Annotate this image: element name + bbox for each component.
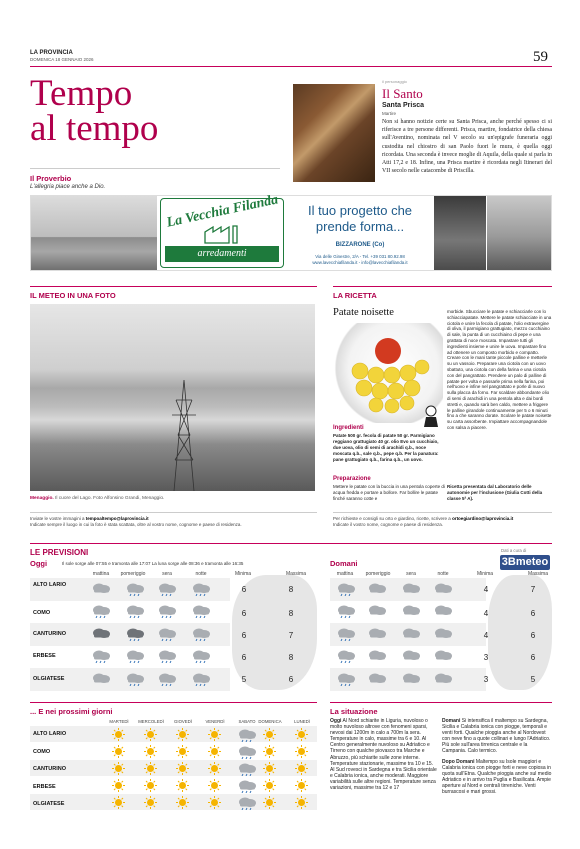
publication-name: LA PROVINCIA bbox=[30, 50, 73, 56]
oggi-max: 6 bbox=[288, 675, 294, 684]
cloud-icon bbox=[91, 672, 111, 686]
santo-body: Non si hanno notizie certe su Santa Prisca, anche perché spesso ci si riferisce a tre persone differenti. Prisca, martire, fondatrice della chiesa sull'Aventino, nominata nel V secolo su un'epigrafe funeraria oggi custodita nel chiostro di san Paolo fuori le mura, è quella oggi ricordata. Una seconda è invece moglie di Aquila, della quale si parla in Atti 17,2 e 18. Infine, una Prisca martire è ricordata negli Itinerari del VII secolo nelle catacombe di Priscilla. bbox=[382, 119, 552, 175]
oggi-min: 6 bbox=[241, 585, 247, 594]
next-city: ERBESE bbox=[33, 784, 56, 790]
rain-cloud-icon bbox=[191, 627, 211, 641]
ad-kitchen-photo-2 bbox=[487, 196, 551, 270]
sit-dopo-label: Dopo Domani bbox=[442, 758, 475, 765]
rain-cloud-icon bbox=[125, 627, 145, 641]
oggi-min: 5 bbox=[241, 675, 247, 684]
ricetta-note-pre: Per richieste e consigli su orto e giardino, ricette, scrivere a bbox=[333, 516, 453, 521]
cloud-icon bbox=[401, 627, 421, 641]
cloud-icon bbox=[367, 649, 387, 663]
ad-logo-band: arredamenti bbox=[165, 246, 279, 262]
domani-col-notte: notte bbox=[437, 571, 449, 577]
santo-kicker: il personaggio bbox=[382, 79, 407, 84]
domani-min: 3 bbox=[483, 675, 489, 684]
cloud-icon bbox=[433, 672, 453, 686]
domani-max: 6 bbox=[530, 653, 536, 662]
rain-cloud-icon bbox=[237, 779, 257, 793]
cloud-icon bbox=[433, 604, 453, 618]
sun-icon bbox=[208, 796, 221, 809]
cloud-icon bbox=[401, 582, 421, 596]
domani-col-minima: Minima bbox=[476, 571, 494, 577]
sun-icon bbox=[208, 762, 221, 775]
rain-cloud-icon bbox=[237, 728, 257, 742]
rain-cloud-icon bbox=[336, 649, 356, 663]
preparazione-text: Mettere le patate con la buccia in una pentola coperte di acqua fredda e portare a bollore. Far bollire le patate finché saranno cotte e bbox=[333, 484, 445, 501]
cloud-icon bbox=[91, 627, 111, 641]
sun-icon bbox=[112, 762, 125, 775]
situazione-domani bbox=[442, 718, 552, 795]
santo-role: Martire bbox=[382, 111, 397, 116]
sun-icon bbox=[176, 779, 189, 792]
previsioni-rule bbox=[30, 543, 552, 544]
sun-icon bbox=[176, 745, 189, 758]
domani-col-mattina: mattina bbox=[336, 571, 354, 577]
cloud-icon bbox=[401, 649, 421, 663]
domani-col-pomeriggio: pomeriggio bbox=[365, 571, 391, 577]
preparazione-heading: Preparazione bbox=[333, 476, 371, 482]
ricetta-footer: Ricetta presentata dal Laboratorio delle autonomie per l'inclusione (Giulia Cotti della classe 5ª A). bbox=[447, 484, 543, 501]
ad-logo-text: La Vecchia Filanda bbox=[165, 192, 280, 231]
meteo-credit: Dati a cura di bbox=[501, 548, 527, 553]
santo-painting bbox=[293, 84, 375, 182]
prossimi-heading: ... E nei prossimi giorni bbox=[30, 707, 113, 716]
oggi-col-mattina: mattina bbox=[92, 571, 110, 577]
sun-icon bbox=[263, 796, 276, 809]
day-header: MARTEDÌ bbox=[109, 719, 129, 724]
rain-cloud-icon bbox=[125, 582, 145, 596]
sun-icon bbox=[295, 745, 308, 758]
rain-cloud-icon bbox=[91, 604, 111, 618]
oggi-city: ALTO LARIO bbox=[33, 582, 67, 588]
situazione-oggi bbox=[330, 718, 438, 791]
sun-icon bbox=[208, 745, 221, 758]
meteo-foto-rule bbox=[30, 286, 317, 287]
title-line-2: al tempo bbox=[30, 108, 159, 149]
oggi-col-notte: notte bbox=[195, 571, 207, 577]
ad-kitchen-photo bbox=[434, 196, 486, 270]
cloud-icon bbox=[367, 604, 387, 618]
day-header: SABATO bbox=[238, 719, 256, 724]
prossimi-rule bbox=[30, 702, 317, 703]
sun-icon bbox=[208, 728, 221, 741]
issue-date: DOMENICA 18 GENNAIO 2026 bbox=[30, 57, 94, 62]
sit-oggi-label: Oggi bbox=[330, 718, 342, 724]
ricetta-rule bbox=[333, 286, 552, 287]
sun-icon bbox=[263, 779, 276, 792]
domani-min: 4 bbox=[483, 585, 489, 594]
situazione-heading: La situazione bbox=[330, 707, 378, 716]
sit-domani-label: Domani bbox=[442, 718, 461, 724]
sun-icon bbox=[176, 728, 189, 741]
domani-col-sera: sera bbox=[406, 571, 416, 577]
sit-dopo-text: Maltempo su Isole maggiori e Calabria ionica con piogge forti e neve copiosa in quota sull'Etna. Qualche pioggia anche sul medio Adriatico e in arrivo tra Puglia e Basilicata. Ampie aperture al Nord e centrali tirreniche. Venti burrascosi e mari grossi. bbox=[442, 758, 552, 796]
ingredienti-heading: Ingredienti bbox=[333, 425, 364, 431]
sun-icon bbox=[112, 745, 125, 758]
rain-cloud-icon bbox=[191, 649, 211, 663]
rain-cloud-icon bbox=[91, 649, 111, 663]
domani-max: 7 bbox=[530, 585, 536, 594]
day-header: MERCOLEDÌ bbox=[138, 719, 164, 724]
rain-cloud-icon bbox=[237, 745, 257, 759]
rain-cloud-icon bbox=[157, 627, 177, 641]
proverbio-text: L'allegria piace anche a Dio. bbox=[30, 184, 106, 190]
ricetta-body: morbide. Sbucciare le patate e schiacciarle con lo schiacciapatate. Mettere le patate schiacciate in una ciotola e unire la fecola di patate, l'olio extravergine di oliva, il parmigiano grattugiato, mezzo cucchiaino di sale, la punta di un cucchiaino di pepe e una grattata di noce moscata. Impastare tutti gli ingredienti insieme e unire le uova. Impastare fino ad ottenere un composto morbido e compatto. Creare con le mani tante piccole palline e metterle su un vassoio. Preparare una ciotola con un uovo sbattuto, una ciotola con della farina e una ciotola con del pangrattato. Prendere un palo di palline di patate per volta e passarle prima nella farina, poi nell'uovo e infine nel pangrattato e porle di nuovo sulla placca da forno. Far scaldare abbondante olio di semi di arachidi in una pentola alta e dai bordi stretti e, quando sarà ben caldo, mettere a friggere le palline girandole continuamente per 5 o 6 minuti fino a che saranno dorate. Scolare le patate noisette su carta assorbente. Impiattare accompagnandole con salsa a piacere. bbox=[447, 309, 552, 430]
oggi-city: COMO bbox=[33, 610, 51, 616]
proverbio-heading: Il Proverbio bbox=[30, 174, 72, 183]
cloud-icon bbox=[401, 672, 421, 686]
oggi-city: OLGIATESE bbox=[33, 676, 65, 682]
sun-icon bbox=[112, 728, 125, 741]
cloud-icon bbox=[91, 582, 111, 596]
sun-icon bbox=[144, 762, 157, 775]
ricetta-name: Patate noisette bbox=[333, 307, 394, 318]
ingredienti-text: Patate 500 gr. fecola di patate 50 gr. Parmigiano reggiano grattugiato 40 gr. olio Evo un cucchiaio, due uova, olio di semi di arachidi q.b., noce moscata q.b., sale q.b., pepe q.b. Per la panatura: pane grattugiato q.b., farina q.b., un uovo. bbox=[333, 433, 439, 462]
ricetta-note-rule bbox=[333, 512, 552, 513]
ad-bedroom-photo bbox=[31, 196, 157, 270]
rain-cloud-icon bbox=[125, 672, 145, 686]
ad-location: BIZZARONE (Co) bbox=[335, 242, 385, 248]
day-header: LUNEDÌ bbox=[294, 719, 310, 724]
oggi-col-pomeriggio: pomeriggio bbox=[120, 571, 146, 577]
rain-cloud-icon bbox=[125, 649, 145, 663]
rain-cloud-icon bbox=[157, 672, 177, 686]
rain-cloud-icon bbox=[336, 627, 356, 641]
rain-cloud-icon bbox=[125, 604, 145, 618]
rain-cloud-icon bbox=[157, 582, 177, 596]
sun-icon bbox=[295, 796, 308, 809]
rain-cloud-icon bbox=[191, 672, 211, 686]
santo-heading: Il Santo bbox=[382, 86, 423, 101]
sit-domani-text: Si intensifica il maltempo su Sardegna, Sicilia e Calabria ionica con piogge, temporali e venti forti. Qualche pioggia anche al Nordovest con neve fino a quote collinari e lungo l'Adriatico. Più sole sull'area tirrenica centrale e la Campania. Calo termico. bbox=[442, 718, 551, 755]
cloud-icon bbox=[401, 604, 421, 618]
meteo-note-rule bbox=[30, 512, 317, 513]
page-title bbox=[30, 73, 159, 149]
meteo-note-line2: Indicate sempre il luogo in cui la foto è stata scattata, oltre al vostro nome, cognome e paese di residenza. bbox=[30, 522, 242, 527]
domani-max: 6 bbox=[530, 609, 536, 618]
sun-icon bbox=[176, 762, 189, 775]
rain-cloud-icon bbox=[237, 762, 257, 776]
rain-cloud-icon bbox=[336, 604, 356, 618]
oggi-max: 7 bbox=[288, 631, 294, 640]
oggi-city: ERBESE bbox=[33, 653, 56, 659]
sun-icon bbox=[295, 779, 308, 792]
cloud-icon bbox=[367, 672, 387, 686]
rain-cloud-icon bbox=[237, 796, 257, 810]
ad-address bbox=[288, 254, 432, 266]
ad-address-line: Via delle Ginestre, 2/A - Tel. +39 031 80.92.98 bbox=[315, 254, 405, 259]
header-rule bbox=[30, 66, 552, 67]
sun-icon bbox=[208, 779, 221, 792]
sun-icon bbox=[144, 779, 157, 792]
rain-cloud-icon bbox=[191, 582, 211, 596]
oggi-city: CANTURINO bbox=[33, 631, 66, 637]
oggi-col-sera: sera bbox=[162, 571, 172, 577]
rain-cloud-icon bbox=[336, 672, 356, 686]
ricetta-note-line2: Indicate il vostro nome, cognome e paese di residenza. bbox=[333, 522, 444, 527]
meteo-note-email[interactable]: tempoaltempo@laprovincia.it bbox=[85, 516, 149, 521]
domani-label: Domani bbox=[330, 559, 358, 568]
cloud-icon bbox=[433, 649, 453, 663]
domani-region-map bbox=[488, 575, 552, 690]
photo-caption-place: Menaggio. bbox=[30, 496, 54, 501]
photo-caption-text: Il cuore del Lago. Foto Alfonsino Grandi, Menaggio. bbox=[53, 496, 165, 501]
oggi-min: 6 bbox=[241, 609, 247, 618]
next-city: ALTO LARIO bbox=[33, 731, 67, 737]
cloud-icon bbox=[433, 627, 453, 641]
page-number: 59 bbox=[533, 49, 548, 65]
domani-col-massima: Massima bbox=[527, 571, 548, 577]
oggi-max: 8 bbox=[288, 609, 294, 618]
meteo-logo: 3Bmeteo bbox=[501, 556, 549, 568]
cloud-icon bbox=[367, 582, 387, 596]
sun-icon bbox=[263, 745, 276, 758]
rain-cloud-icon bbox=[157, 604, 177, 618]
domani-max: 5 bbox=[530, 675, 536, 684]
sun-icon bbox=[295, 728, 308, 741]
sun-icon bbox=[295, 762, 308, 775]
next-city: OLGIATESE bbox=[33, 801, 65, 807]
sun-icon bbox=[112, 779, 125, 792]
oggi-col-massima: Massima bbox=[285, 571, 306, 577]
oggi-min: 6 bbox=[241, 653, 247, 662]
sun-icon bbox=[144, 728, 157, 741]
oggi-col-minima: Minima bbox=[234, 571, 252, 577]
sun-icon bbox=[263, 728, 276, 741]
oggi-min: 6 bbox=[241, 631, 247, 640]
sun-icon bbox=[263, 762, 276, 775]
title-line-1: Tempo bbox=[30, 73, 133, 114]
santo-name: Santa Prisca bbox=[382, 102, 425, 109]
sun-moon-info: Il sole sorge alle 07:55 e tramonta alle 17:07 La luna sorge alle 08:36 e tramonta alle 16:35 bbox=[62, 561, 244, 566]
potato-balls-illustration bbox=[340, 333, 440, 415]
day-header: VENERDÌ bbox=[205, 719, 225, 724]
day-header: DOMENICA bbox=[258, 719, 282, 724]
ricetta-heading: LA RICETTA bbox=[333, 291, 377, 300]
oggi-max: 8 bbox=[288, 653, 294, 662]
sun-icon bbox=[144, 745, 157, 758]
domani-min: 3 bbox=[483, 653, 489, 662]
pylon-icon bbox=[170, 380, 198, 491]
proverbio-rule bbox=[30, 168, 280, 169]
rain-cloud-icon bbox=[336, 582, 356, 596]
cloud-icon bbox=[367, 627, 387, 641]
sun-icon bbox=[112, 796, 125, 809]
situazione-rule bbox=[330, 702, 552, 703]
oggi-max: 8 bbox=[288, 585, 294, 594]
sun-icon bbox=[176, 796, 189, 809]
rain-cloud-icon bbox=[191, 604, 211, 618]
day-header: GIOVEDÌ bbox=[174, 719, 192, 724]
chef-icon bbox=[420, 405, 442, 427]
meteo-foto-heading: IL METEO IN UNA FOTO bbox=[30, 291, 116, 300]
sit-oggi-text: Al Nord schiarite in Liguria, nuvoloso o molto nuvoloso altrove con fenomeni sparsi, nevosi dai 1200m in calo a 700m la sera. Temperature in calo, massime tra 6 e 10. Al Centro generalmente nuvoloso su Adriatico e Tirreno con qualche piovasco tra Marche e Abruzzo, più schiarite sulle zone interne. Temperature stazionarie, massime tra 10 e 15. Al Sud rovesci in Sardegna e tra Sicilia orientale e Calabria ionica, anche moderati. Maggiore variabilità sulle altre regioni. Temperature senza variazioni, massime tra 12 e 17 bbox=[330, 718, 437, 792]
next-city: COMO bbox=[33, 749, 51, 755]
meteo-note-pre: Inviate le vostre immagini a bbox=[30, 516, 86, 521]
photo-caption bbox=[30, 496, 320, 501]
factory-icon bbox=[203, 224, 241, 244]
domani-min: 4 bbox=[483, 609, 489, 618]
cloud-icon bbox=[433, 582, 453, 596]
ad-slogan: Il tuo progetto che prende forma... bbox=[307, 203, 413, 234]
ricetta-note bbox=[333, 516, 552, 528]
domani-max: 6 bbox=[530, 631, 536, 640]
rain-cloud-icon bbox=[157, 649, 177, 663]
domani-min: 4 bbox=[483, 631, 489, 640]
ad-web-link[interactable]: www.lavecchiafilanda.it - info@lavecchiafilanda.it bbox=[312, 260, 408, 265]
oggi-label: Oggi bbox=[30, 559, 48, 568]
meteo-note bbox=[30, 516, 320, 528]
previsioni-heading: LE PREVISIONI bbox=[30, 548, 89, 557]
ricetta-note-email[interactable]: ortoegiardino@laprovincia.it bbox=[452, 516, 514, 521]
sun-icon bbox=[144, 796, 157, 809]
next-city: CANTURINO bbox=[33, 766, 66, 772]
